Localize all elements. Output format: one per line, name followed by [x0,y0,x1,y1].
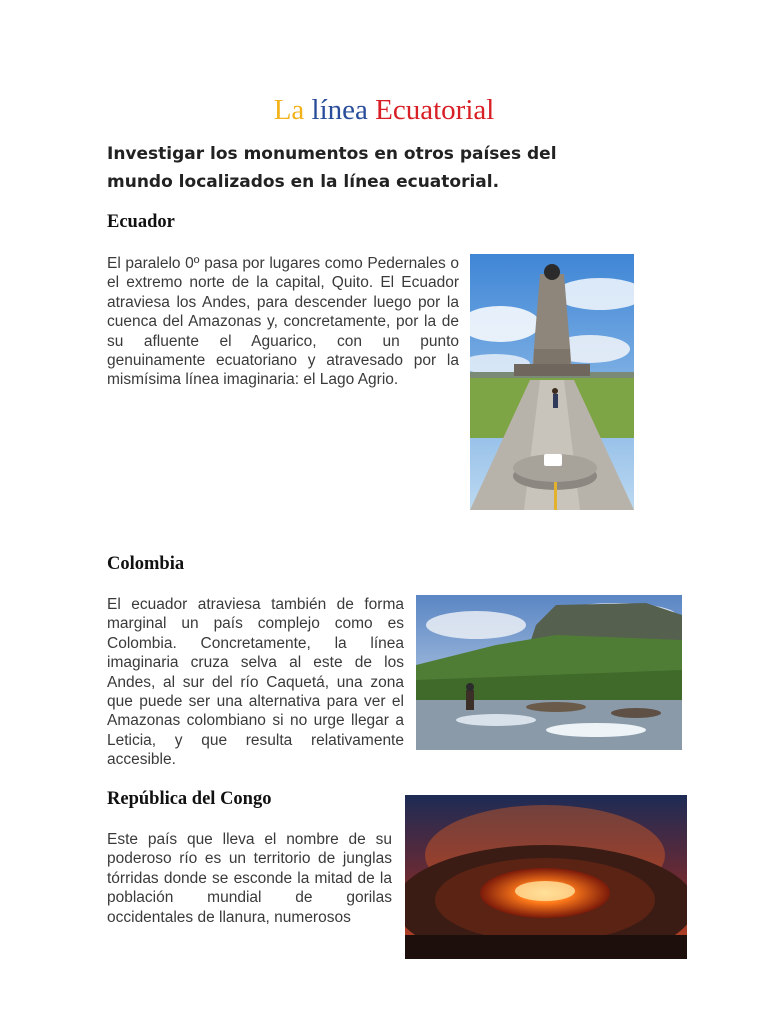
title-part-ecuatorial: Ecuatorial [375,94,495,126]
section-heading-ecuador: Ecuador [107,212,175,232]
section-heading-congo: República del Congo [107,789,272,809]
colombia-landscape-photo [416,595,682,750]
congo-volcano-photo [405,795,687,959]
title-part-la: La [273,94,312,126]
section-heading-colombia: Colombia [107,554,185,574]
title-part-linea: línea [311,94,376,126]
section-text-ecuador: El paralelo 0º pasa por lugares como Pedernales o el extremo norte de la capital, Quito. El Ecuador atraviesa los Andes, para descender luego por la cuenca del Amazonas y, concretamente, por la de su afluente el Aguarico, con un punto genuinamente ecuatoriano y atravesado por la mismísima línea imaginaria: el Lago Agrio. [107,255,459,389]
section-text-congo: Este país que lleva el nombre de su poderoso río es un territorio de junglas tórridas donde se esconde la mitad de la población mundial de gorilas occidentales de llanura, numerosos [107,831,392,926]
page-title [0,92,768,128]
intro-question: Investigar los monumentos en otros países del mundo localizados en la línea ecuatorial. [107,144,557,192]
ecuador-monument-photo [470,254,634,510]
section-text-colombia: El ecuador atraviesa también de forma marginal un país complejo como es Colombia. Concretamente, la línea imaginaria cruza selva al este de los Andes, al sur del río Caquetá, una zona que puede ser una alternativa para ver el Amazonas colombiano si no urge llegar a Leticia, y que resulta relativamente accesible. [107,596,404,769]
